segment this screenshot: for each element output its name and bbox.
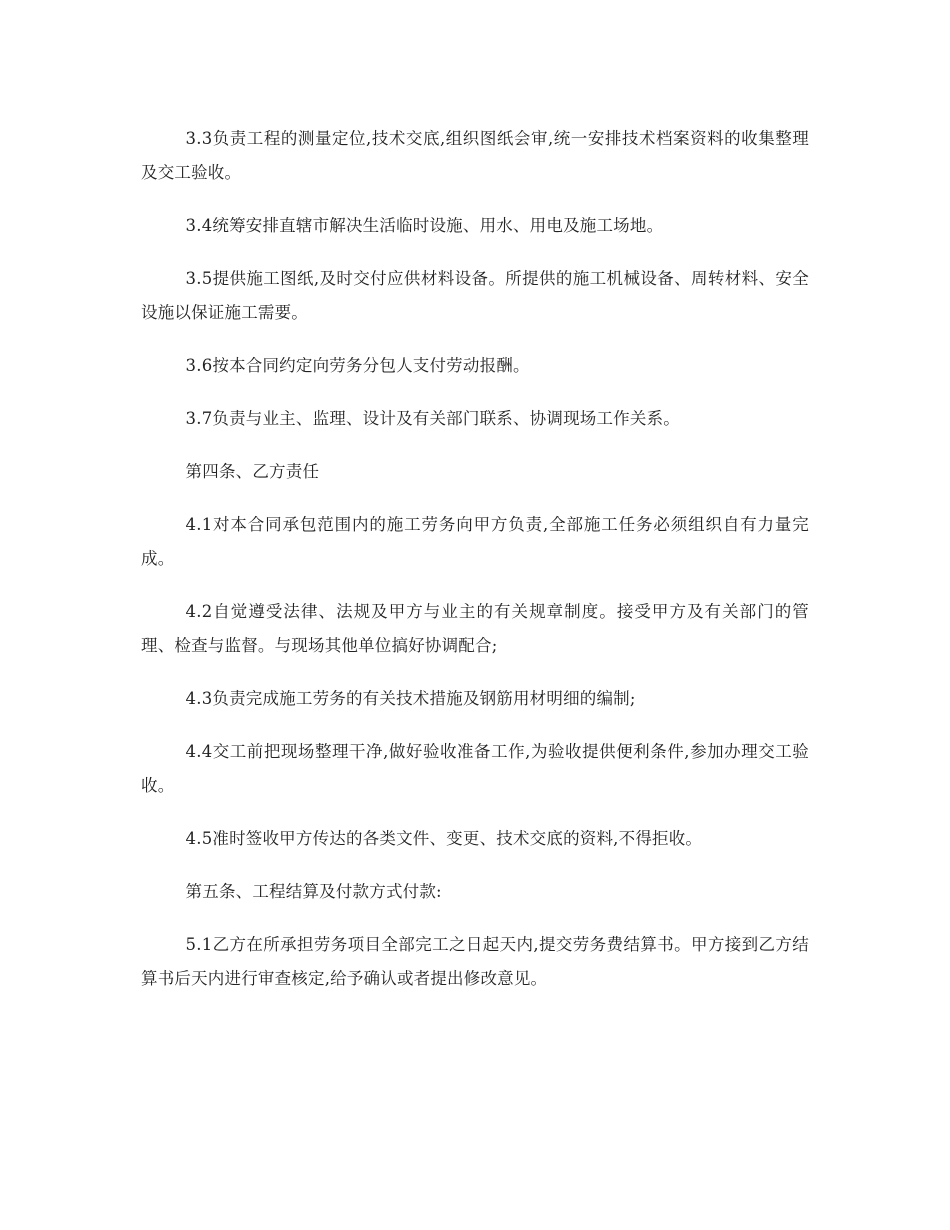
document-body	[141, 122, 809, 1015]
clause-4-1: 4.1对本合同承包范围内的施工劳务向甲方负责,全部施工任务必须组织自有力量完成。	[141, 515, 809, 568]
clause-4-3: 4.3负责完成施工劳务的有关技术措施及钢筋用材明细的编制;	[185, 689, 636, 708]
article-5-heading: 第五条、工程结算及付款方式付款:	[185, 882, 442, 901]
clause-5-1: 5.1乙方在所承担劳务项目全部完工之日起天内,提交劳务费结算书。甲方接到乙方结算书后天内进行审查核定,给予确认或者提出修改意见。	[141, 935, 809, 988]
clause-3-3: 3.3负责工程的测量定位,技术交底,组织图纸会审,统一安排技术档案资料的收集整理及交工验收。	[141, 129, 809, 182]
clause-3-4: 3.4统筹安排直辖市解决生活临时设施、用水、用电及施工场地。	[185, 216, 664, 235]
clause-4-5: 4.5准时签收甲方传达的各类文件、变更、技术交底的资料,不得拒收。	[185, 829, 703, 848]
clause-4-4: 4.4交工前把现场整理干净,做好验收准备工作,为验收提供便利条件,参加办理交工验收。	[141, 742, 809, 795]
clause-3-7: 3.7负责与业主、监理、设计及有关部门联系、协调现场工作关系。	[185, 409, 680, 428]
clause-4-2: 4.2自觉遵受法律、法规及甲方与业主的有关规章制度。接受甲方及有关部门的管理、检查与监督。与现场其他单位搞好协调配合;	[141, 602, 809, 655]
clause-3-6: 3.6按本合同约定向劳务分包人支付劳动报酬。	[185, 356, 530, 375]
article-4-heading: 第四条、乙方责任	[185, 462, 320, 481]
clause-3-5: 3.5提供施工图纸,及时交付应供材料设备。所提供的施工机械设备、周转材料、安全设施以保证施工需要。	[141, 269, 809, 322]
